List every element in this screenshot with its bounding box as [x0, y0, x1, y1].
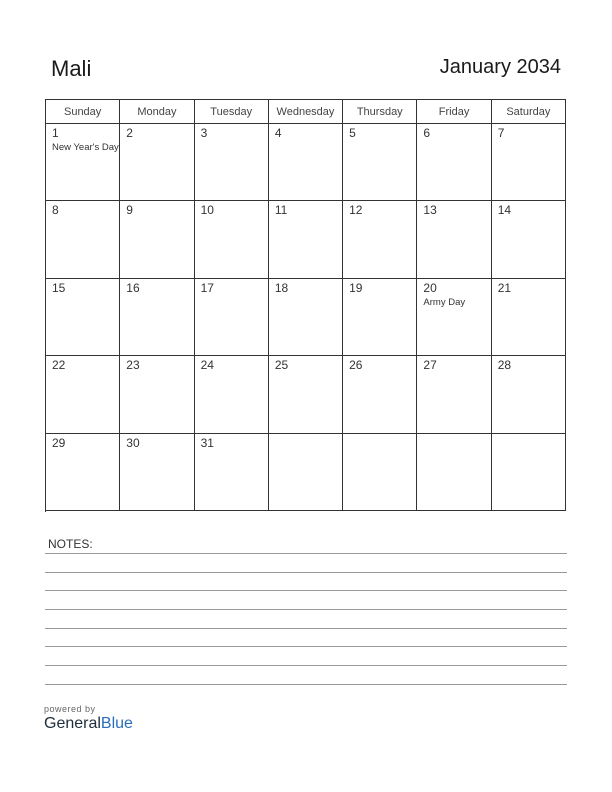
note-line	[45, 665, 567, 666]
day-cell	[343, 201, 417, 278]
day-cell	[46, 201, 120, 278]
weekday-header: Wednesday	[269, 100, 343, 124]
note-line	[45, 628, 567, 629]
day-cell	[195, 279, 269, 356]
holiday-label: New Year's Day	[52, 142, 119, 153]
day-number: 21	[497, 280, 512, 295]
day-cell	[492, 124, 566, 201]
day-number: 17	[200, 280, 214, 295]
day-cell	[120, 434, 194, 511]
week-row	[46, 279, 566, 356]
day-cell	[269, 201, 343, 278]
day-cell	[417, 434, 491, 511]
day-number: 31	[200, 435, 214, 450]
day-number: 27	[423, 358, 437, 373]
week-row	[46, 124, 566, 201]
day-number: 10	[200, 203, 214, 218]
day-cell	[46, 356, 120, 433]
country-title: Mali	[51, 56, 92, 81]
week-row	[46, 434, 566, 511]
day-cell	[120, 356, 194, 433]
brand-blue: Blue	[100, 715, 133, 732]
day-cell	[120, 279, 194, 356]
weekday-header: Monday	[120, 100, 194, 124]
note-line	[45, 646, 567, 647]
note-line	[45, 684, 567, 685]
day-number: 30	[126, 435, 140, 450]
weekday-header: Tuesday	[195, 100, 269, 124]
holiday-label: Army Day	[423, 296, 466, 308]
day-cell	[343, 279, 417, 356]
day-cell	[417, 279, 491, 356]
day-cell	[417, 201, 491, 278]
day-number: 15	[52, 280, 66, 295]
day-number: 19	[349, 280, 363, 295]
notes-label: NOTES:	[48, 537, 93, 551]
day-number: 4	[274, 126, 282, 140]
note-line	[45, 572, 567, 573]
day-number: 14	[497, 203, 512, 218]
powered-by-text: powered by	[44, 704, 96, 714]
day-cell	[269, 279, 343, 356]
day-cell	[120, 201, 194, 278]
weekday-header: Thursday	[343, 100, 417, 124]
day-cell	[417, 356, 491, 433]
day-cell	[492, 201, 566, 278]
day-number: 3	[200, 126, 208, 140]
day-number: 12	[349, 203, 363, 218]
day-cell	[417, 124, 491, 201]
day-number: 28	[497, 358, 512, 373]
weekday-header: Friday	[417, 100, 491, 124]
day-cell	[492, 356, 566, 433]
day-number: 29	[52, 435, 66, 450]
brand-general: General	[44, 715, 101, 732]
weekday-header-row	[46, 100, 566, 124]
day-number: 2	[126, 126, 133, 140]
day-cell	[343, 124, 417, 201]
day-number: 18	[274, 280, 289, 295]
day-number: 16	[126, 280, 140, 295]
day-cell	[343, 434, 417, 511]
day-number: 25	[274, 358, 289, 373]
day-cell	[269, 434, 343, 511]
day-cell	[343, 356, 417, 433]
day-number: 22	[52, 358, 66, 373]
day-cell	[269, 124, 343, 201]
day-cell	[195, 434, 269, 511]
day-number: 7	[497, 126, 505, 140]
day-number: 20	[423, 280, 437, 295]
day-cell	[269, 356, 343, 433]
note-line	[45, 553, 567, 554]
calendar-grid	[45, 99, 566, 512]
weekday-header: Sunday	[46, 100, 120, 124]
day-cell	[46, 279, 120, 356]
day-cell	[46, 124, 120, 201]
day-number: 24	[200, 358, 214, 373]
day-number: 23	[126, 358, 140, 373]
brand-logo	[44, 704, 133, 733]
day-cell	[492, 434, 566, 511]
day-number: 26	[349, 358, 363, 373]
day-number: 8	[52, 203, 59, 218]
month-year-title: January 2034	[439, 56, 561, 78]
weekday-header: Saturday	[492, 100, 566, 124]
day-cell	[120, 124, 194, 201]
week-row	[46, 356, 566, 433]
day-cell	[195, 356, 269, 433]
week-row	[46, 201, 566, 278]
day-number: 5	[349, 126, 356, 140]
day-cell	[46, 434, 120, 511]
day-number: 11	[274, 203, 288, 218]
day-cell	[195, 124, 269, 201]
brand-name	[44, 715, 133, 733]
day-number: 6	[423, 126, 431, 140]
note-line	[45, 590, 567, 591]
day-number: 1	[52, 126, 59, 140]
day-number: 9	[126, 203, 133, 218]
day-cell	[195, 201, 269, 278]
note-line	[45, 609, 567, 610]
day-cell	[492, 279, 566, 356]
day-number: 13	[423, 203, 437, 218]
